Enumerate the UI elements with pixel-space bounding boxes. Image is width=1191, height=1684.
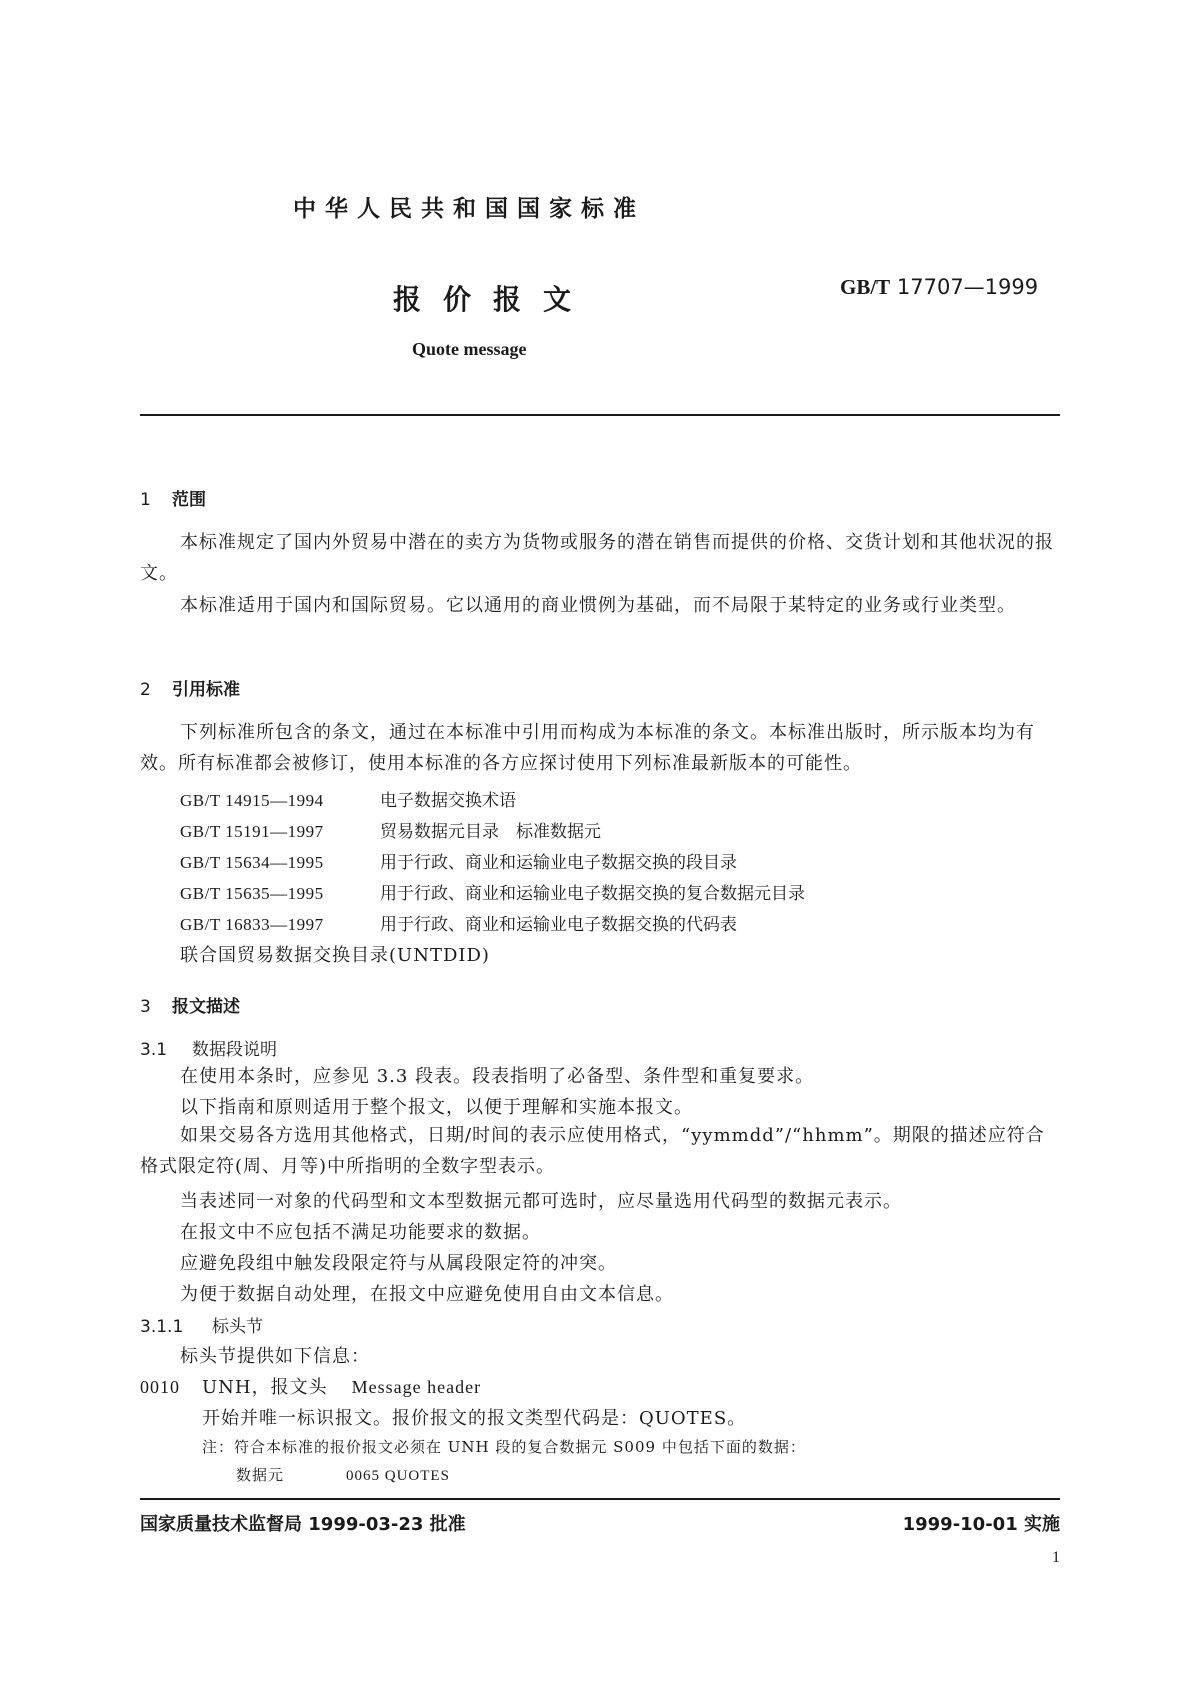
section-2-heading <box>140 675 240 700</box>
reference-item <box>180 910 737 935</box>
subsection-number: 3.1 <box>140 1040 168 1060</box>
english-title: Quote message <box>412 339 527 359</box>
header-divider <box>140 414 1060 416</box>
section-1-heading <box>140 485 206 510</box>
segment-position: 0010 <box>140 1377 180 1397</box>
header-section-intro: 标头节提供如下信息： <box>180 1346 370 1367</box>
segment-english-name: Message header <box>351 1377 482 1397</box>
section-number: 3 <box>140 997 151 1017</box>
date-format-paragraph: 如果交易各方选用其他格式，日期/时间的表示应使用格式，“yymmdd”/“hhmm”。期限的描述应符合格式限定符(周、月等)中所指明的全数字型表示。 <box>140 1125 1045 1177</box>
subsection-3-1-line: 以下指南和原则适用于整个报文，以便于理解和实施本报文。 <box>180 1097 693 1118</box>
subsection-3-1-1-heading <box>140 1312 263 1337</box>
reference-code: GB/T 15635—1995 <box>180 884 324 903</box>
standard-code-prefix: GB/T <box>840 275 891 299</box>
subsection-3-1-line: 在报文中不应包括不满足功能要求的数据。 <box>180 1222 541 1243</box>
reference-title: 用于行政、商业和运输业电子数据交换的复合数据元目录 <box>380 884 805 904</box>
footer-divider <box>140 1498 1060 1500</box>
segment-entry <box>140 1373 481 1399</box>
section-title: 范围 <box>172 490 206 510</box>
document-title: 报价报文 <box>393 283 594 316</box>
section-1-paragraph-2: 本标准适用于国内和国际贸易。它以通用的商业惯例为基础，而不局限于某特定的业务或行业类型。 <box>180 595 1016 616</box>
reference-item <box>180 786 516 811</box>
reference-item <box>180 848 737 873</box>
subsection-3-1-line: 当表述同一对象的代码型和文本型数据元都可选时，应尽量选用代码型的数据元表示。 <box>180 1191 902 1212</box>
national-standard-heading: 中华人民共和国国家标准 <box>293 196 645 222</box>
subsection-title: 数据段说明 <box>192 1040 277 1060</box>
page-number: 1 <box>1052 1549 1060 1566</box>
reference-item <box>180 879 805 904</box>
section-title: 引用标准 <box>172 680 240 700</box>
reference-title: 用于行政、商业和运输业电子数据交换的代码表 <box>380 915 737 935</box>
subsection-3-1-line: 在使用本条时，应参见 3.3 段表。段表指明了必备型、条件型和重复要求。 <box>180 1066 815 1087</box>
subsection-3-1-line: 应避免段组中触发段限定符与从属段限定符的冲突。 <box>180 1253 617 1274</box>
subsection-3-1-line: 为便于数据自动处理，在报文中应避免使用自由文本信息。 <box>180 1284 674 1305</box>
note-data-element <box>236 1464 450 1485</box>
section-1-paragraph-1: 本标准规定了国内外贸易中潜在的卖方为货物或服务的潜在销售而提供的价格、交货计划和其他状况的报文。 <box>140 532 1054 584</box>
note-label: 数据元 <box>236 1466 285 1484</box>
standard-code <box>840 275 1038 300</box>
segment-tag: UNH，报文头 <box>202 1377 328 1398</box>
reference-title: 用于行政、商业和运输业电子数据交换的段目录 <box>380 853 737 873</box>
standard-code-number: 17707—1999 <box>896 275 1039 299</box>
reference-code: GB/T 15191—1997 <box>180 822 324 841</box>
reference-item <box>180 817 601 842</box>
reference-code: GB/T 14915—1994 <box>180 791 324 810</box>
reference-title: 电子数据交换术语 <box>380 791 516 811</box>
reference-code: GB/T 16833—1997 <box>180 915 324 934</box>
note-text: 注：符合本标准的报价报文必须在 UNH 段的复合数据元 S009 中包括下面的数据： <box>202 1438 806 1456</box>
reference-title: 贸易数据元目录 标准数据元 <box>380 822 601 842</box>
segment-description: 开始并唯一标识报文。报价报文的报文类型代码是：QUOTES。 <box>202 1408 747 1429</box>
reference-code: GB/T 15634—1995 <box>180 853 324 872</box>
effective-date: 1999-10-01 实施 <box>902 1514 1060 1535</box>
approval-date: 国家质量技术监督局 1999-03-23 批准 <box>140 1514 466 1535</box>
subsection-title: 标头节 <box>212 1317 263 1337</box>
section-number: 1 <box>140 490 151 510</box>
subsection-3-1-heading <box>140 1035 277 1060</box>
section-2-paragraph: 下列标准所包含的条文，通过在本标准中引用而构成为本标准的条文。本标准出版时，所示版本均为有效。所有标准都会被修订，使用本标准的各方应探讨使用下列标准最新版本的可能性。 <box>140 722 1035 774</box>
subsection-number: 3.1.1 <box>140 1317 184 1337</box>
note-value: 0065 QUOTES <box>346 1468 450 1484</box>
section-3-heading <box>140 992 240 1017</box>
section-title: 报文描述 <box>172 997 240 1017</box>
reference-untdid: 联合国贸易数据交换目录(UNTDID) <box>180 945 490 966</box>
section-number: 2 <box>140 680 151 700</box>
